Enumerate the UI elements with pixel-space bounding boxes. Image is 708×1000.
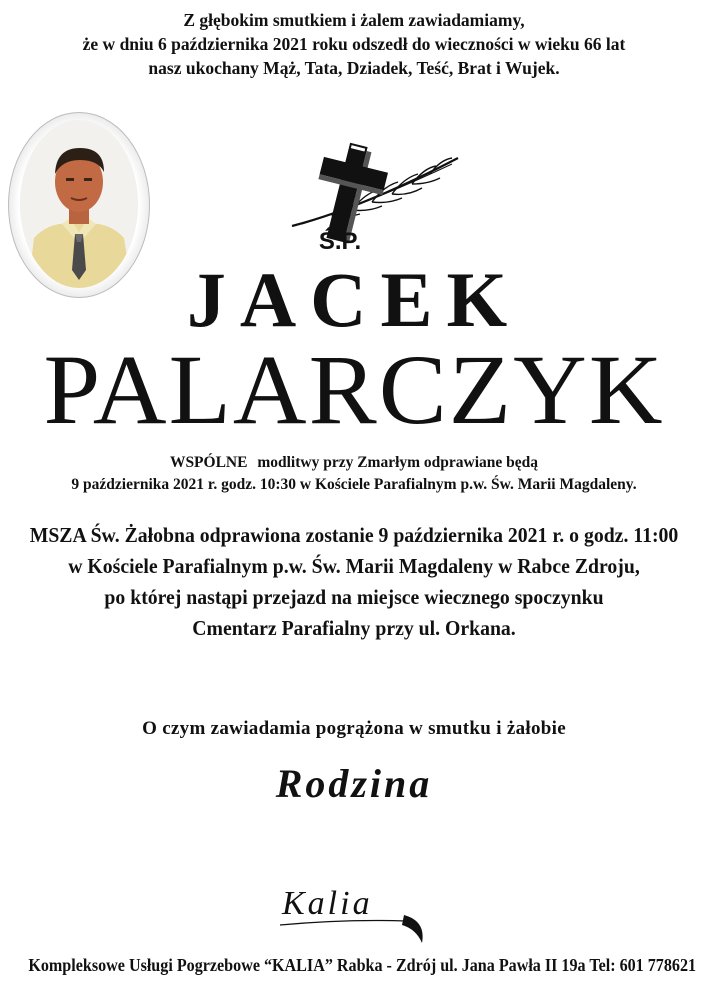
family-notice: O czym zawiadamia pogrążona w smutku i żałobie: [142, 718, 566, 739]
honorific: Ś.P.: [318, 228, 362, 255]
deceased-last-name: PALARCZYK: [43, 334, 665, 445]
prayers-line-1: [0, 452, 708, 474]
prayers-line-2: 9 października 2021 r. godz. 10:30 w Kościele Parafialnym p.w. Św. Marii Magdaleny.: [71, 476, 637, 493]
intro-text: [0, 8, 708, 80]
footer-company-info: Kompleksowe Usługi Pogrzebowe “KALIA” Rabka - Zdrój ul. Jana Pawła II 19a Tel: 601 778621: [28, 955, 697, 975]
mass-line-2: w Kościele Parafialnym p.w. Św. Marii Magdaleny w Rabce Zdroju,: [68, 554, 640, 578]
prayers-lead: WSPÓLNE: [169, 454, 248, 471]
family-signature: Rodzina: [275, 761, 433, 806]
mass-line-4: Cmentarz Parafialny przy ul. Orkana.: [192, 616, 516, 640]
mass-line-1: MSZA Św. Żałobna odprawiona zostanie 9 października 2021 r. o godz. 11:00: [29, 523, 679, 547]
leaf-swash-icon: [276, 885, 436, 947]
mass-info: [21, 520, 687, 644]
mass-line-3: po której nastąpi przejazd na miejsce wiecznego spoczynku: [104, 585, 604, 609]
logo-text: Kalia: [282, 885, 373, 922]
prayers-info: [0, 452, 708, 496]
prayers-line-1-rest: modlitwy przy Zmarłym odprawiane będą: [257, 454, 539, 471]
deceased-first-name: JACEK: [186, 256, 522, 343]
kalia-logo: [276, 885, 436, 947]
intro-line-3: nasz ukochany Mąż, Tata, Dziadek, Teść, Brat i Wujek.: [148, 58, 560, 78]
intro-line-2: że w dniu 6 października 2021 roku odszedł do wieczności w wieku 66 lat: [82, 34, 626, 54]
intro-line-1: Z głębokim smutkiem i żalem zawiadamiamy,: [183, 10, 525, 30]
